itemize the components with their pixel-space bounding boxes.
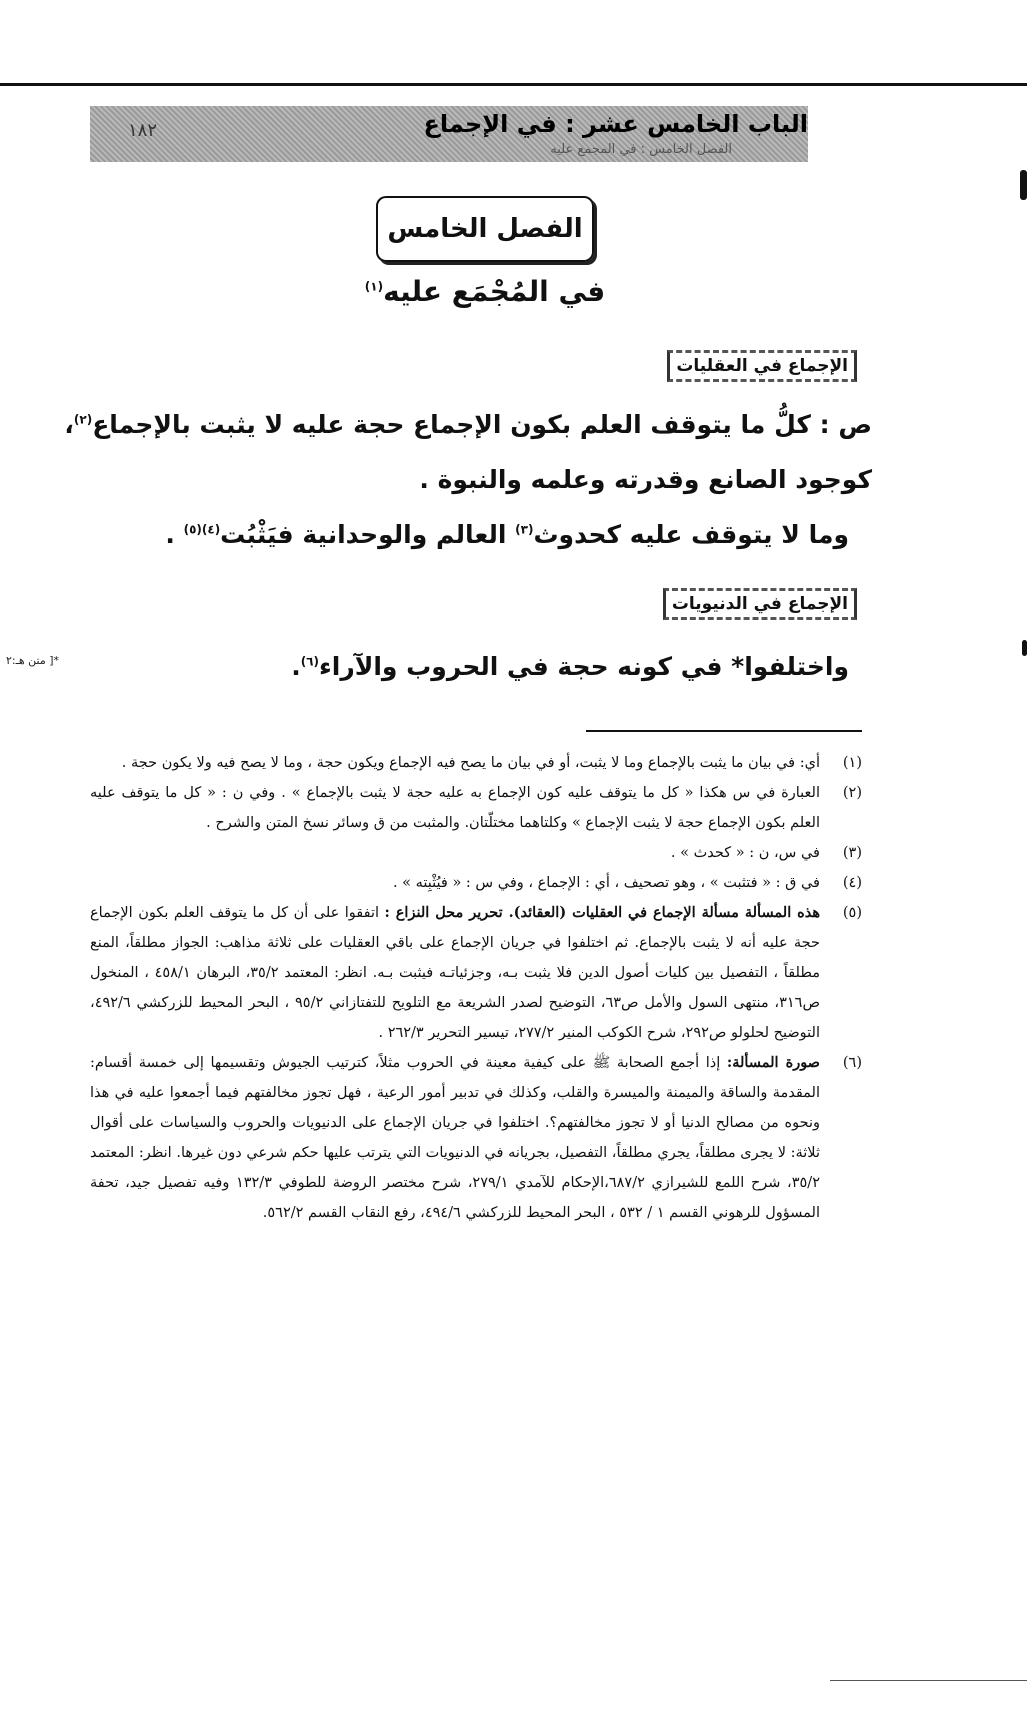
main-text-punct: .	[165, 520, 184, 549]
footnote-3	[90, 838, 862, 868]
main-text: العالم والوحدانية فيَثْبُت	[220, 520, 516, 549]
footnote-text: في س، ن : « كحدث » .	[670, 845, 820, 861]
section-label-worldly: الإجماع في الدنيويات	[663, 588, 857, 620]
footnote-text: العبارة في س هكذا « كل ما يتوقف عليه كون الإجماع به عليه حجة لا يثبت بالإجماع » . وفي ن : « كل ما يتوقف عليه العلم بكون الإجماع حجة لا يثبت الإجماع » وكلتاهما مختلّتان. والمثبت من ق وسائر نسخ المتن والشرح .	[90, 785, 820, 831]
footnote-ref: (٤)(٥)	[183, 522, 221, 537]
footnote-number: (١)	[842, 755, 862, 771]
running-header	[90, 106, 808, 162]
main-text: وما لا يتوقف عليه كحدوث	[533, 520, 849, 549]
main-text-line	[165, 520, 849, 549]
chapter-title: الفصل الخامس	[387, 214, 583, 244]
main-text-punct: ،	[64, 410, 74, 439]
footnote-text: في ق : « فتثبت » ، وهو تصحيف ، أي : الإجماع ، وفي س : « فيُثْبِته » .	[392, 875, 820, 891]
main-text: واختلفوا* في كونه حجة في الحروب والآراء	[318, 652, 849, 681]
main-text-punct: .	[291, 652, 301, 681]
footnote-number: (٣)	[842, 845, 862, 861]
chapter-subtitle	[300, 275, 670, 308]
main-text: كوجود الصانع وقدرته وعلمه والنبوة .	[419, 465, 872, 494]
footnotes	[90, 748, 862, 1228]
section-label-rational: الإجماع في العقليات	[667, 350, 857, 382]
main-text-line	[291, 652, 849, 681]
footnote-bold-prefix: صورة المسألة:	[726, 1054, 820, 1071]
footnote-number: (٥)	[842, 905, 862, 921]
footnote-text: أي: في بيان ما يثبت بالإجماع وما لا يثبت، أو في بيان ما يصح فيه الإجماع ويكون حجة ، وما لا يصح فيه ولا يكون حجة .	[121, 755, 820, 771]
margin-note: *[ متن هـ:٢	[6, 654, 60, 667]
header-title: الباب الخامس عشر : في الإجماع	[423, 110, 808, 138]
chapter-title-box	[376, 196, 594, 262]
footnote-4	[90, 868, 862, 898]
footnote-2	[90, 778, 862, 838]
footnote-ref: (٦)	[300, 654, 319, 669]
footnote-text: إذا أجمع الصحابة ﷺ على كيفية معينة في الحروب مثلاً، كترتيب الجيوش وتقسيمها إلى خمسة أقسام: المقدمة والساقة والميمنة والميسرة والقلب، وكذلك في تدبير أمور الرعية ، فهل تجوز مخالفتهم فيما أجمعوا عليه في هذا ونحوه من مصالح الدنيا أو لا تجوز مخالفتهم؟. اختلفوا في جريان الإجماع على الدنيويات والحروب والسياسات على أقوال ثلاثة: لا يجرى مطلقاً، يجري مطلقاً، التفصيل، بجريانه في الدنيويات التي يترتب عليها حكم شرعي دون غيرها. انظر: المعتمد ٣٥/٢، شرح اللمع للشيرازي ٦٨٧/٢،الإحكام للآمدي ٢٧٩/١، شرح مختصر الروضة للطوفي ١٣٢/٣ وفيه تفصيل جيد، تحفة المسؤول للرهوني القسم ١ / ٥٣٢ ، البحر المحيط للزركشي ٤٩٤/٦، رفع النقاب القسم ٥٦٢/٢.	[90, 1055, 820, 1221]
footnote-ref: (١)	[364, 279, 384, 294]
scan-edge-mark	[1020, 170, 1027, 200]
footnote-separator	[586, 730, 862, 732]
scan-edge-mark	[1022, 640, 1027, 656]
main-text-line	[64, 410, 872, 439]
footnote-bold-prefix: هذه المسألة مسألة الإجماع في العقليات (العقائد). تحرير محل النزاع :	[384, 904, 820, 921]
footnote-ref: (٢)	[73, 412, 93, 427]
footnote-text: اتفقوا على أن كل ما يتوقف العلم بكون الإجماع حجة عليه أنه لا يثبت بالإجماع. ثم اختلفوا في جريان الإجماع على باقي العقليات على ثلاثة مذاهب: الجواز مطلقاً، المنع مطلقاً ، التفصيل بين كليات أصول الدين فلا يثبت بـه، وجزئياتـه فيثبت بـه. انظر: المعتمد ٣٥/٢، البرهان ٤٥٨/١ ، المنخول ص٣١٦، منتهى السول والأمل ص٦٣، التوضيح لصدر الشريعة مع التلويح للتفتازاني ٩٥/٢ ، البحر المحيط للزركشي ٤٩٢/٦، التوضيح لحلولو ص٢٩٢، شرح الكوكب المنير ٢٧٧/٢، تيسير التحرير ٢٦٢/٣ .	[90, 905, 821, 1041]
footnote-number: (٦)	[842, 1055, 862, 1071]
chapter-subtitle-text: في المُجْمَع عليه	[383, 275, 606, 308]
main-text: ص : كلُّ ما يتوقف العلم بكون الإجماع حجة عليه لا يثبت بالإجماع	[92, 410, 872, 439]
footnote-number: (٤)	[842, 875, 862, 891]
top-rule	[0, 83, 1027, 86]
footnote-number: (٢)	[842, 785, 862, 801]
footnote-6	[90, 1048, 862, 1228]
footnote-5	[90, 898, 862, 1048]
page-number: ١٨٢	[128, 120, 158, 141]
footnote-1	[90, 748, 862, 778]
footnote-ref: (٣)	[515, 522, 534, 537]
main-text-line	[419, 465, 872, 494]
bottom-rule	[830, 1680, 1027, 1681]
header-subtitle: الفصل الخامس : في المجمع عليه	[550, 142, 732, 157]
